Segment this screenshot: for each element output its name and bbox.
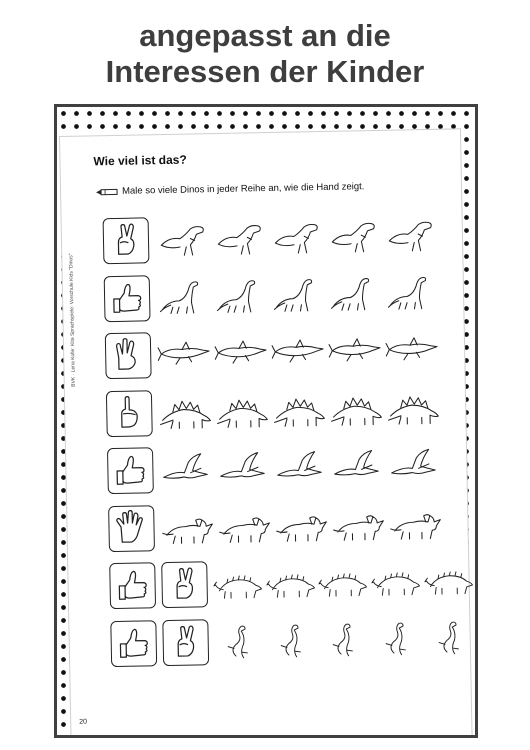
stegosaurus-icon[interactable] xyxy=(272,389,327,430)
triceratops-icon[interactable] xyxy=(160,507,215,548)
stegosaurus-icon[interactable] xyxy=(158,392,213,433)
exercise-row xyxy=(109,556,477,609)
headline xyxy=(0,18,530,90)
t-rex-icon[interactable] xyxy=(383,215,438,256)
ankylosaurus-icon[interactable] xyxy=(213,563,263,604)
headline-line-1: angepasst an die xyxy=(139,18,391,53)
t-rex-icon[interactable] xyxy=(155,219,210,260)
brachiosaurus-icon[interactable] xyxy=(327,273,382,314)
hand-thumb-up-icon xyxy=(107,447,154,494)
plesiosaur-icon[interactable] xyxy=(320,619,370,660)
pterosaur-icon[interactable] xyxy=(216,448,271,489)
hand-two-fingers-icon xyxy=(103,217,150,264)
exercise-row xyxy=(103,212,441,264)
exercise-row xyxy=(105,327,443,379)
hand-one-finger-icon xyxy=(106,390,153,437)
headline-line-2: Interessen der Kinder xyxy=(105,54,425,89)
pterosaur-icon[interactable] xyxy=(387,445,442,486)
brachiosaurus-icon[interactable] xyxy=(384,272,439,313)
copyright-note: BVK · Lena Kolle: Kita Sprachspiele: Vorschule Kids "Dinos" xyxy=(68,253,77,387)
triceratops-icon[interactable] xyxy=(331,503,386,544)
page-number: 20 xyxy=(79,718,88,726)
ankylosaurus-icon[interactable] xyxy=(319,561,369,602)
plesiosaur-icon[interactable] xyxy=(372,618,422,659)
brachiosaurus-icon[interactable] xyxy=(213,276,268,317)
t-rex-icon[interactable] xyxy=(212,218,267,259)
hand-thumb-up-icon xyxy=(110,620,157,667)
ichthyosaur-icon[interactable] xyxy=(214,333,269,374)
ankylosaurus-icon[interactable] xyxy=(266,562,316,603)
triceratops-icon[interactable] xyxy=(388,502,443,543)
pterosaur-icon[interactable] xyxy=(273,447,328,488)
hand-two-fingers-icon xyxy=(161,561,208,608)
exercise-row xyxy=(104,269,442,321)
triceratops-icon[interactable] xyxy=(274,504,329,545)
brachiosaurus-icon[interactable] xyxy=(156,277,211,318)
worksheet-title: Wie viel ist das? xyxy=(93,152,187,169)
instruction-text: Male so viele Dinos in jeder Reihe an, wie die Hand zeigt. xyxy=(121,181,365,197)
pterosaur-icon[interactable] xyxy=(159,449,214,490)
hand-thumb-up-icon xyxy=(109,562,156,609)
ichthyosaur-icon[interactable] xyxy=(157,334,212,375)
ankylosaurus-icon[interactable] xyxy=(424,559,474,600)
t-rex-icon[interactable] xyxy=(269,217,324,258)
plesiosaur-icon[interactable] xyxy=(425,617,475,658)
stegosaurus-icon[interactable] xyxy=(329,388,384,429)
hand-open-hand-icon xyxy=(108,505,155,552)
pterosaur-icon[interactable] xyxy=(330,446,385,487)
stegosaurus-icon[interactable] xyxy=(386,387,441,428)
exercise-row xyxy=(107,442,445,494)
crayon-icon xyxy=(96,187,118,195)
brachiosaurus-icon[interactable] xyxy=(270,274,325,315)
plesiosaur-icon[interactable] xyxy=(267,620,317,661)
hand-thumb-up-icon xyxy=(104,275,151,322)
t-rex-icon[interactable] xyxy=(326,216,381,257)
exercise-row xyxy=(108,499,446,551)
worksheet-instruction xyxy=(96,181,365,197)
plesiosaur-icon[interactable] xyxy=(214,621,264,662)
worksheet-frame xyxy=(54,104,478,738)
hand-two-fingers-icon xyxy=(162,619,209,666)
triceratops-icon[interactable] xyxy=(217,506,272,547)
hand-three-fingers-icon xyxy=(105,332,152,379)
exercise-row xyxy=(106,384,444,436)
worksheet-page xyxy=(60,129,472,738)
ichthyosaur-icon[interactable] xyxy=(271,332,326,373)
ankylosaurus-icon[interactable] xyxy=(371,560,421,601)
ichthyosaur-icon[interactable] xyxy=(328,331,383,372)
ichthyosaur-icon[interactable] xyxy=(385,330,440,371)
exercise-row xyxy=(110,614,478,667)
stegosaurus-icon[interactable] xyxy=(215,391,270,432)
